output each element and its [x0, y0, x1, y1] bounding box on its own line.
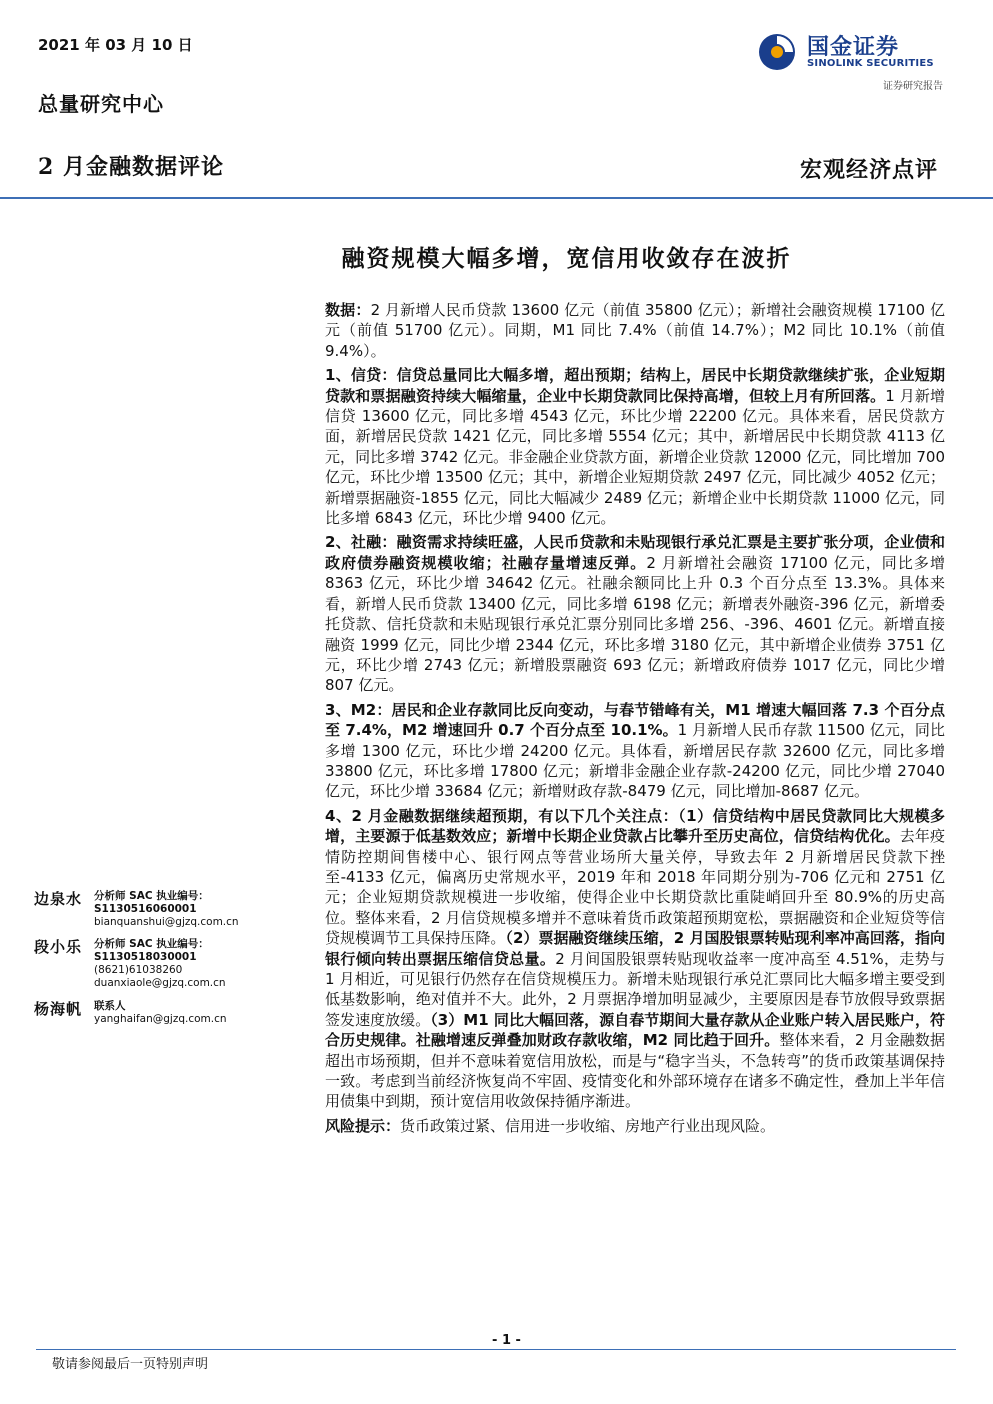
analyst-info: [94, 938, 304, 990]
analyst-name: 边泉水: [34, 890, 83, 908]
paragraph-lead: 1、信贷：信贷总量同比大幅多增，超出预期；结构上，居民中长期贷款继续扩张，企业短期贷款和票据融资持续大幅缩量，企业中长期贷款同比保持高增，但较上月有所回落。: [325, 366, 945, 405]
analyst-info: [94, 890, 304, 929]
analyst-entry: [34, 998, 304, 1038]
analyst-email[interactable]: bianquanshui@gjzq.com.cn: [94, 916, 239, 928]
analyst-email[interactable]: yanghaifan@gjzq.com.cn: [94, 1013, 227, 1025]
paragraph-social-financing: [325, 532, 945, 695]
paragraph-text: 1 月新增人民币存款 11500 亿元，同比多增 1300 亿元，环比少增 24200 亿元。具体看，新增居民存款 32600 亿元，同比多增 33800 亿元，环比多增 17800 亿元；新增非金融企业存款-24200 亿元，同比少增 27040 亿元，环比少增 33684 亿元；新增财政存款-8479 亿元，同比增加-8687 亿元。: [325, 721, 945, 801]
research-center-name: 总量研究中心: [38, 92, 164, 116]
analyst-role: 联系人: [94, 1000, 126, 1012]
footer-divider: [36, 1349, 956, 1350]
paragraph-key-points: [325, 806, 945, 1112]
paragraph-risk: [325, 1116, 945, 1136]
page-number: - 1 -: [492, 1333, 521, 1348]
analyst-entry: [34, 936, 304, 990]
paragraph-lead-2: （2）票据融资继续压缩，2 月国股银票转贴现利率冲高回落，指向银行倾向转出票据压缩信贷总量。: [325, 929, 945, 968]
paragraph-data: [325, 300, 945, 361]
paragraph-lead: 2、社融：融资需求持续旺盛，人民币贷款和未贴现银行承兑汇票是主要扩张分项，企业债和政府债券融资规模收缩；社融存量增速反弹。: [325, 533, 945, 572]
analyst-name: 段小乐: [34, 938, 83, 956]
logo-chinese-name: 国金证券: [807, 35, 900, 60]
logo-english-name: SINOLINK SECURITIES: [807, 58, 934, 69]
paragraph-text: 2 月新增人民币贷款 13600 亿元（前值 35800 亿元）；新增社会融资规模 17100 亿元（前值 51700 亿元）。同期，M1 同比 7.4%（前值 14.7%）；M2 同比 10.1%（前值 9.4%）。: [325, 301, 945, 360]
company-logo: [757, 30, 947, 74]
analyst-email[interactable]: duanxiaole@gjzq.com.cn: [94, 977, 226, 989]
paragraph-text: 货币政策过紧、信用进一步收缩、房地产行业出现风险。: [400, 1116, 776, 1135]
paragraph-lead: 数据：: [325, 301, 371, 319]
paragraph-text: 去年疫情防控期间售楼中心、银行网点等营业场所大量关停，导致去年 2 月新增居民贷款下挫至-4133 亿元，偏离历史常规水平，2019 年和 2018 年同期分别为-706 亿元和 2751 亿元；企业短期贷款规模进一步收缩，使得企业中长期贷款比重陡峭回升至 80.9%的历史高位。整体来看，2 月信贷规模多增并不意味着货币政策超预期宽松，票据融资和企业短贷等信贷规模调节工具保持压降。: [325, 827, 945, 948]
paragraph-lead: 4、2 月金融数据继续超预期，有以下几个关注点：（1）信贷结构中居民贷款同比大规模多增，主要源于低基数效应；新增中长期企业贷款占比攀升至历史高位，信贷结构优化。: [325, 806, 945, 846]
report-title: 2 月金融数据评论: [38, 154, 224, 180]
paragraph-text: 2 月新增社会融资 17100 亿元，同比多增 8363 亿元，环比少增 34642 亿元。社融余额同比上升 0.3 个百分点至 13.3%。具体来看，新增人民币贷款 13400 亿元，同比多增 6198 亿元；新增表外融资-396 亿元，新增委托贷款、信托贷款和未贴现银行承兑汇票分别同比多增 256、-396、4601 亿元。新增直接融资 1999 亿元，同比少增 2344 亿元，环比多增 3180 亿元，其中新增企业债券 3751 亿元，环比少增 2743 亿元；新增股票融资 693 亿元；新增政府债券 1017 亿元，同比少增 807 亿元。: [325, 553, 945, 695]
analyst-list: [34, 888, 304, 1046]
report-type-label: 证券研究报告: [883, 81, 943, 92]
report-date: 2021 年 03 月 10 日: [38, 36, 193, 54]
analyst-name: 杨海帆: [34, 1000, 83, 1018]
paragraph-lead-3: （3）M1 同比大幅回落，源自春节期间大量存款从企业账户转入居民账户，符合历史规律。社融增速反弹叠加财政存款收缩，M2 同比趋于回升。: [325, 1010, 945, 1050]
paragraph-text-2: 2 月间国股银票转贴现收益率一度冲高至 4.51%，走势与 1 月相近，可见银行仍然存在信贷规模压力。新增未贴现银行承兑汇票同比大幅多增主要受到低基数影响，绝对值并不大。此外，2 月票据净增加明显减少，主要原因是春节放假导致票据签发速度放缓。: [325, 949, 945, 1029]
analyst-role: 分析师 SAC 执业编号：S1130518030001: [94, 938, 209, 963]
disclaimer-note: 敬请参阅最后一页特别声明: [52, 1357, 209, 1372]
analyst-phone: (8621)61038260: [94, 964, 183, 976]
paragraph-m2: [325, 700, 945, 802]
paragraph-text: 1 月新增信贷 13600 亿元，同比多增 4543 亿元，环比少增 22200 亿元。具体来看，居民贷款方面，新增居民贷款 1421 亿元，同比多增 5554 亿元；其中，新增居民中长期贷款 4113 亿元，同比多增 3742 亿元。非金融企业贷款方面，新增企业贷款 12000 亿元，同比增加 700 亿元，环比少增 13500 亿元；其中，新增企业短期贷款 2497 亿元，同比减少 4052 亿元；新增票据融资-1855 亿元，同比大幅减少 2489 亿元；新增企业中长期贷款 11000 亿元，同比多增 6843 亿元，环比少增 9400 亿元。: [325, 386, 945, 528]
header-divider: [0, 197, 993, 199]
paragraph-lead: 风险提示：: [325, 1116, 401, 1135]
report-category: 宏观经济点评: [799, 157, 938, 183]
analyst-entry: [34, 888, 304, 928]
analyst-info: [94, 1000, 227, 1026]
paragraph-lead: 3、M2：居民和企业存款同比反向变动，与春节错峰有关，M1 增速大幅回落 7.3 个百分点至 7.4%，M2 增速回升 0.7 个百分点至 10.1%。: [325, 700, 945, 740]
headline: 融资规模大幅多增，宽信用收敛存在波折: [341, 245, 792, 272]
paragraph-credit: [325, 365, 945, 528]
sinolink-logo-icon: [757, 32, 797, 72]
analyst-role: 分析师 SAC 执业编号：S1130516060001: [94, 890, 209, 915]
main-body: [325, 300, 945, 1140]
paragraph-text-3: 整体来看，2 月金融数据超出市场预期，但并不意味着宽信用放松，而是与“稳字当头，不急转弯”的货币政策基调保持一致。考虑到当前经济恢复尚不牢固、疫情变化和外部环境存在诸多不确定性，叠加上半年信用债集中到期，预计宽信用收敛保持循序渐进。: [325, 1031, 945, 1111]
